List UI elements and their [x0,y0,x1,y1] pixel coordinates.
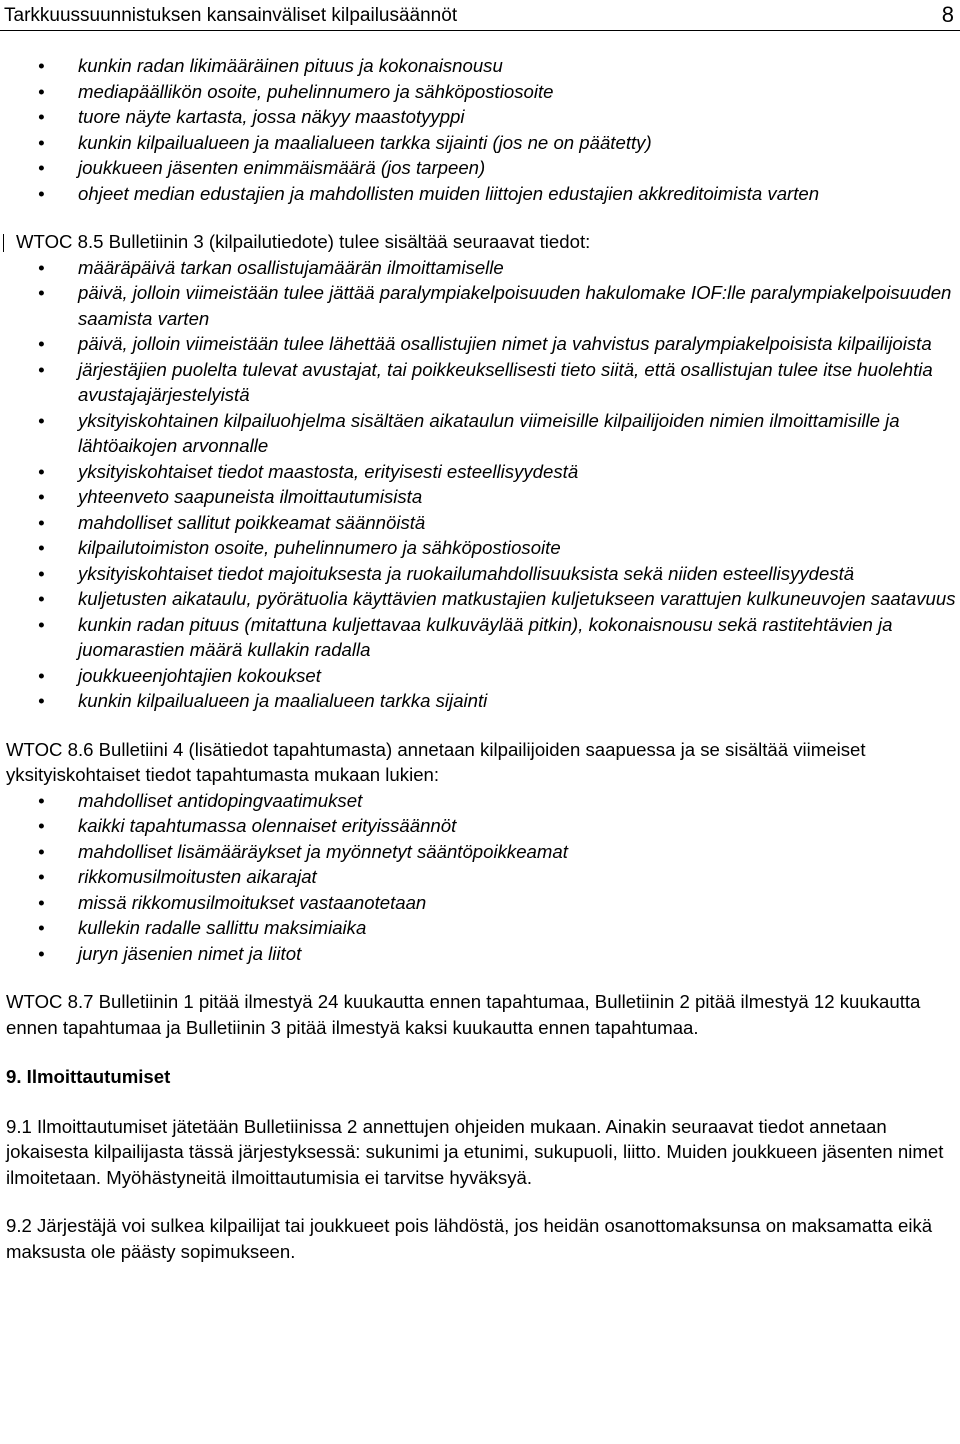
list-item: • kaikki tapahtumassa olennaiset erityissäännöt [6,813,956,839]
bullet-icon: • [38,511,45,533]
bullet-icon: • [38,866,45,887]
bullet-icon: • [38,815,45,836]
bullet-icon: • [38,157,45,178]
list-item: • kilpailutoimiston osoite, puhelinnumero ja sähköpostiosoite [6,535,956,561]
list-item: • mahdolliset sallitut poikkeamat säännöistä [6,510,956,536]
wtoc-8-5-intro: WTOC 8.5 Bulletiinin 3 (kilpailutiedote) tulee sisältää seuraavat tiedot: [16,231,591,252]
wtoc-8-5-list [6,255,956,714]
list-item: • mahdolliset lisämääräykset ja myönnetyt sääntöpoikkeamat [6,839,956,865]
bullet-icon: • [38,106,45,127]
change-bar [3,234,4,252]
bullet-icon: • [38,80,45,102]
document-title: Tarkkuussuunnistuksen kansainväliset kilpailusäännöt [4,5,458,26]
list-item: • kunkin radan pituus (mitattuna kuljettavaa kulkuväylää pitkin), kokonaisnousu sekä rastitehtävien ja juomarastien määrä kullakin radalla [38,613,893,660]
bullet-icon: • [38,789,45,811]
list-item: • kunkin radan likimääräinen pituus ja kokonaisnousu [6,53,956,79]
bullet-icon: • [38,333,45,354]
list-item: • kunkin kilpailualueen ja maalialueen tarkka sijainti [6,688,956,714]
bullet-icon: • [38,256,45,278]
bullet-icon: • [38,840,45,862]
list-item: • joukkueen jäsenten enimmäismäärä (jos tarpeen) [6,155,956,181]
list-item: • päivä, jolloin viimeistään tulee jättää paralympiakelpoisuuden hakulomake IOF:lle paralympiakelpoisuuden saamista varten [38,282,952,329]
bullet-icon: • [38,55,45,76]
list-item: • missä rikkomusilmoitukset vastaanotetaan [6,890,956,916]
list-item: • määräpäivä tarkan osallistujamäärän ilmoittamiselle [6,255,956,281]
list-item: • kunkin kilpailualueen ja maalialueen tarkka sijainti (jos ne on päätetty) [6,130,956,156]
bullet-icon: • [38,664,45,686]
bullet-icon: • [38,562,45,584]
bullet-icon: • [38,588,45,609]
list-item: • yksityiskohtaiset tiedot maastosta, erityisesti esteellisyydestä [6,459,956,485]
list-item: • juryn jäsenien nimet ja liitot [6,941,956,967]
list-item: • kullekin radalle sallittu maksimiaika [6,915,956,941]
wtoc-8-7-paragraph: WTOC 8.7 Bulletiinin 1 pitää ilmestyä 24 kuukautta ennen tapahtumaa, Bulletiinin 2 pitää ilmestyä 12 kuukautta ennen tapahtumaa ja Bulletiinin 3 pitää ilmestyä kaksi kuukautta ennen tapahtumaa. [6,991,921,1038]
bullet-icon: • [38,891,45,913]
list-item: • rikkomusilmoitusten aikarajat [6,864,956,890]
bullet-icon: • [38,131,45,153]
bullet-icon: • [38,613,45,635]
list-item: • ohjeet median edustajien ja mahdollisten muiden liittojen edustajien akkreditoimista varten [6,181,956,207]
bullet-icon: • [38,460,45,482]
list-item: • joukkueenjohtajien kokoukset [6,663,956,689]
bullet-icon: • [38,486,45,507]
list-item: • järjestäjien puolelta tulevat avustajat, tai poikkeuksellisesti tieto siitä, että osallistujan tulee itse huolehtia avustajajärjestelyistä [38,358,933,405]
section-9-heading: 9. Ilmoittautumiset [6,1066,171,1087]
paragraph-9-2: 9.2 Järjestäjä voi sulkea kilpailijat tai joukkueet pois lähdöstä, jos heidän osanottomaksunsa on maksamatta eikä maksusta ole päästy sopimukseen. [6,1215,933,1262]
page-header [0,0,960,31]
list-item: • tuore näyte kartasta, jossa näkyy maastotyyppi [6,104,956,130]
page-number: 8 [941,2,954,27]
list-item: • yksityiskohtaiset tiedot majoituksesta ja ruokailumahdollisuuksista sekä niiden esteellisyydestä [6,561,956,587]
document-body [6,53,956,1264]
bullet-icon: • [38,690,45,711]
bullet-icon: • [38,282,45,303]
wtoc-8-5-paragraph [6,229,956,255]
bullet-icon: • [38,182,45,204]
list-item: • kuljetusten aikataulu, pyörätuolia käyttävien matkustajien kuljetukseen varattujen kulkuneuvojen saatavuus [6,586,956,612]
paragraph-9-1: 9.1 Ilmoittautumiset jätetään Bulletiinissa 2 annettujen ohjeiden mukaan. Ainakin seuraavat tiedot annetaan jokaisesta kilpailijasta tässä järjestyksessä: sukunimi ja etunimi, sukupuoli, liitto. Muiden joukkueen jäsenten nimet ilmoitetaan. Myöhästyneitä ilmoittautumisia ei tarvitse hyväksyä. [6,1115,944,1188]
bullet-list-top [6,53,956,206]
bullet-icon: • [38,537,45,558]
wtoc-8-6-list [6,788,956,967]
bullet-icon: • [38,358,45,380]
bullet-icon: • [38,409,45,431]
list-item: • päivä, jolloin viimeistään tulee lähettää osallistujien nimet ja vahvistus paralympiakelpoisista kilpailijoista [6,331,956,357]
wtoc-8-6-intro: WTOC 8.6 Bulletiini 4 (lisätiedot tapahtumasta) annetaan kilpailijoiden saapuessa ja se sisältää viimeiset yksityiskohtaiset tiedot tapahtumasta mukaan lukien: [6,738,866,785]
bullet-icon: • [38,917,45,938]
list-item: • yksityiskohtainen kilpailuohjelma sisältäen aikataulun viimeisille kilpailijoiden nimien ilmoittamisille ja lähtöaikojen arvonnalle [38,409,900,456]
list-item: • yhteenveto saapuneista ilmoittautumisista [6,484,956,510]
list-item: • mediapäällikön osoite, puhelinnumero ja sähköpostiosoite [6,79,956,105]
bullet-icon: • [38,942,45,964]
list-item: • mahdolliset antidopingvaatimukset [6,788,956,814]
